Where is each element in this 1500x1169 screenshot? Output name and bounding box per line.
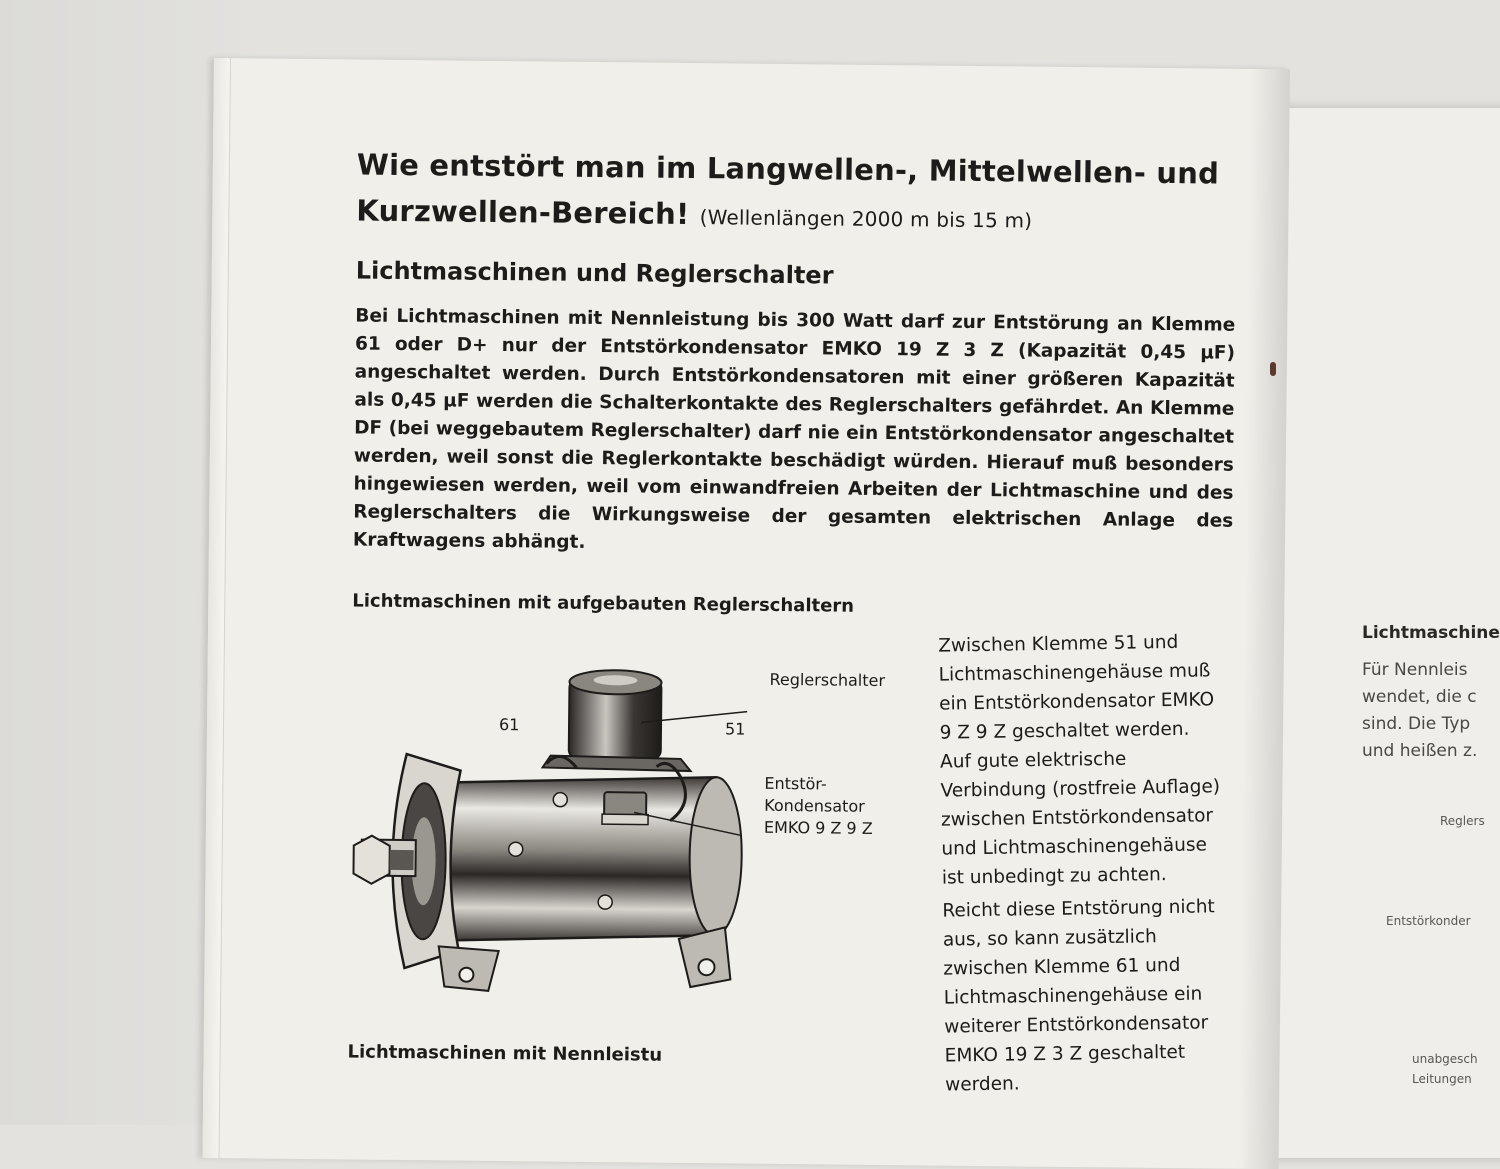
right-page-line: Für Nennleis <box>1362 660 1468 680</box>
side-paragraph: Reicht diese Entstörung nicht aus, so kann zusätzlich zwischen Klemme 61 und Lichtmaschinengehäuse ein weiterer Entstörkondensator EMKO 19 Z 3 Z geschaltet werden. <box>942 896 1215 1096</box>
left-page <box>202 58 1289 1169</box>
page-title-text: Wie entstört man im Langwellen-, Mittelwellen- und Kurzwellen-Bereich! <box>356 147 1220 231</box>
side-text-column <box>938 627 1225 1103</box>
page-title <box>356 142 1237 246</box>
section-heading: Lichtmaschinen und Reglerschalter <box>355 256 834 290</box>
capacitor-label-line: Entstör- <box>764 773 827 794</box>
page-mark <box>1270 362 1276 376</box>
right-page-text <box>1362 620 1500 765</box>
right-page <box>1278 108 1500 1158</box>
right-figure-label: unabgesch <box>1412 1052 1478 1066</box>
right-figure-label: Entstörkonder <box>1386 914 1471 928</box>
terminal-61-label: 61 <box>498 715 520 735</box>
regulator-label: Reglerschalter <box>769 669 886 691</box>
capacitor-label-line: Kondensator <box>764 795 865 816</box>
subheading: Lichtmaschinen mit aufgebauten Reglerschaltern <box>352 590 855 617</box>
right-figure-label: Reglers <box>1440 814 1485 828</box>
right-page-line: und heißen z. <box>1362 741 1478 761</box>
terminal-51-label: 51 <box>724 719 746 739</box>
wavelength-range: (Wellenlängen 2000 m bis 15 m) <box>699 205 1033 233</box>
right-page-line: sind. Die Typ <box>1362 714 1471 734</box>
right-page-heading: Lichtmaschine <box>1362 623 1500 643</box>
right-figure-label: Leitungen <box>1412 1072 1472 1086</box>
body-paragraph: Bei Lichtmaschinen mit Nennleistung bis 300 Watt darf zur Entstörung an Klemme 61 oder D+ nur der Entstörkondensator EMKO 19 Z 3 Z (Kapazität 0,45 µF) angeschaltet werden. Durch Entstörkondensatoren mit einer größeren Kapazität als 0,45 µF werden die Schalterkontakte des Reglerschalters gefährdet. An Klemme DF (bei weggebautem Reglerschalter) darf nie ein Entstörkondensator angeschaltet werden, weil sonst die Reglerkontakte beschädigt würden. Hierauf muß besonders hingewiesen werden, weil vom einwandfreien Arbeiten der Lichtmaschine und des Reglerschalters die Wirkungsweise der gesamten elektrischen Anlage des Kraftwagens abhängt. <box>352 305 1236 553</box>
capacitor-label-line: EMKO 9 Z 9 Z <box>763 817 873 838</box>
side-paragraph: Zwischen Klemme 51 und Lichtmaschinengehäuse muß ein Entstörkondensator EMKO 9 Z 9 Z geschaltet werden. Auf gute elektrische Verbindung (rostfreie Auflage) zwischen Entstörkondensator und Lichtmaschinengehäuse ist unbedingt zu achten. <box>938 631 1221 889</box>
right-page-line: wendet, die c <box>1362 687 1477 707</box>
generator-illustration <box>348 649 912 1015</box>
next-subheading-cut: Lichtmaschinen mit Nennleistu <box>347 1041 663 1066</box>
left-page-content <box>348 142 1237 1096</box>
